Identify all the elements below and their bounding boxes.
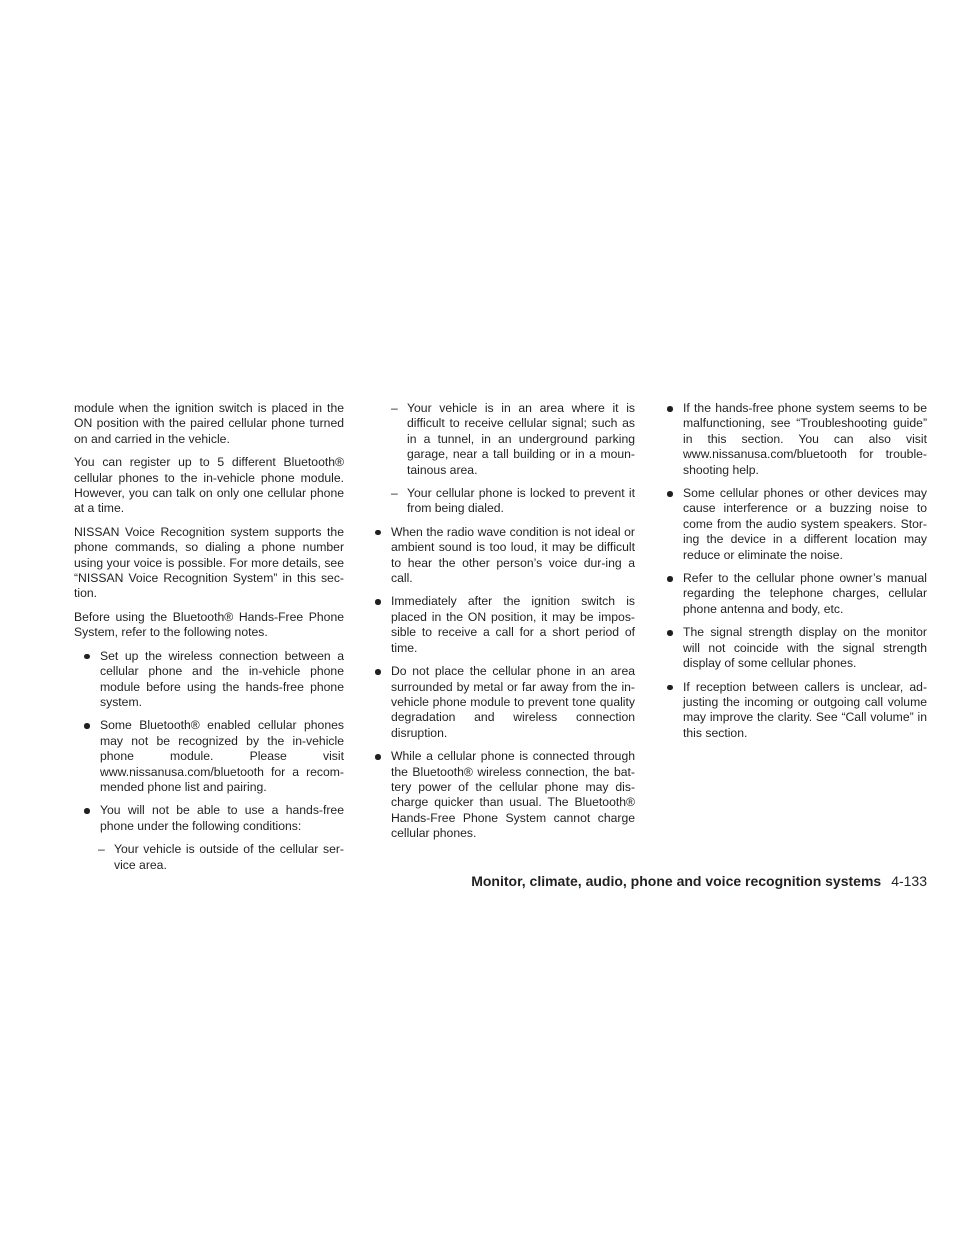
bullet-item: When the radio wave condition is not ideal or ambient sound is too loud, it may be difficult to hear the other person’s voice dur-ing a call. [373, 525, 635, 587]
bullet-item: Set up the wireless connection between a cellular phone and the in-vehicle phone module before using the hands-free phone system. [82, 649, 344, 711]
bullet-list [665, 401, 927, 741]
bullet-item: Some cellular phones or other devices may cause interference or a buzzing noise to come from the audio system speakers. Stor-ing the device in a different location may reduce or eliminate the noise. [665, 486, 927, 563]
bullet-item: Some Bluetooth® enabled cellular phones may not be recognized by the in-vehicle phone module. Please visit www.nissanusa.com/bluetooth for a recom-mended phone list and pairing. [82, 718, 344, 795]
bullet-item: You will not be able to use a hands-free phone under the following conditions: [82, 803, 344, 834]
bullet-item: Do not place the cellular phone in an area surrounded by metal or far away from the in-vehicle phone module to prevent tone quality degradation and wireless connection disruption. [373, 664, 635, 741]
paragraph-ignition-module: module when the ignition switch is placed in the ON position with the paired cellular phone turned on and carried in the vehicle. [74, 401, 344, 446]
text-column-middle [373, 401, 635, 850]
text-column-left [74, 401, 344, 881]
bullet-item: While a cellular phone is connected through the Bluetooth® wireless connection, the bat-tery power of the cellular phone may dis-charge quicker than usual. The Bluetooth® Hands-Free Phone System cannot charge cellular phones. [373, 749, 635, 841]
bullet-list [373, 525, 635, 842]
dash-list [98, 842, 344, 873]
bullet-item: If reception between callers is unclear, ad-justing the incoming or outgoing call volume may improve the clarity. See “Call volume” in this section. [665, 680, 927, 742]
paragraph-before-using: Before using the Bluetooth® Hands-Free Phone System, refer to the following notes. [74, 609, 344, 640]
paragraph-register-phones: You can register up to 5 different Bluetooth® cellular phones to the in-vehicle phone module. However, you can talk on only one cellular phone at a time. [74, 455, 344, 516]
bullet-item: If the hands-free phone system seems to be malfunctioning, see “Troubleshooting guide” in this section. You can also visit www.nissanusa.com/bluetooth for trouble-shooting help. [665, 401, 927, 478]
bullet-item: Immediately after the ignition switch is placed in the ON position, it may be impos-sible to receive a call for a short period of time. [373, 594, 635, 656]
paragraph-voice-recognition: NISSAN Voice Recognition system supports the phone commands, so dialing a phone number using your voice is possible. For more details, see “NISSAN Voice Recognition System” in this sec-tion. [74, 524, 344, 601]
bullet-item: Refer to the cellular phone owner’s manual regarding the telephone charges, cellular phone antenna and body, etc. [665, 571, 927, 617]
dash-item: – Your cellular phone is locked to prevent it from being dialed. [391, 486, 635, 517]
page-number: 4-133 [891, 873, 927, 889]
bullet-list [82, 649, 344, 834]
bullet-item: The signal strength display on the monitor will not coincide with the signal strength display of some cellular phones. [665, 625, 927, 671]
dash-item: – Your vehicle is in an area where it is difficult to receive cellular signal; such as in a tunnel, in an underground parking garage, near a tall building or in a moun-tainous area. [391, 401, 635, 478]
page-footer [471, 872, 927, 890]
dash-list [391, 401, 635, 517]
text-column-right [665, 401, 927, 749]
dash-item: – Your vehicle is outside of the cellular ser-vice area. [98, 842, 344, 873]
section-title: Monitor, climate, audio, phone and voice recognition systems [471, 873, 882, 889]
